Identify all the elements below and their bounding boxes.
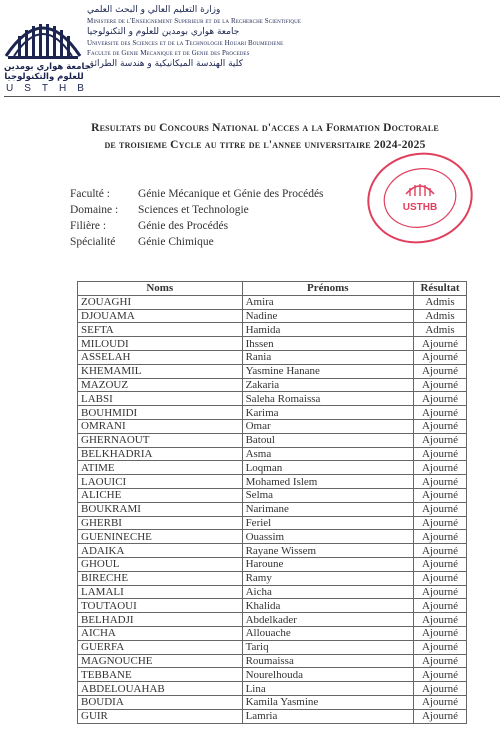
info-row-faculte <box>70 186 324 202</box>
info-value: Génie Chimique <box>138 236 214 248</box>
info-label: Spécialité <box>70 236 116 248</box>
cell-nom: BELHADJI <box>78 613 243 627</box>
cell-nom: ABDELOUAHAB <box>78 682 243 696</box>
cell-resultat: Ajourné <box>414 571 467 585</box>
stamp-center-text: USTHB <box>402 202 438 213</box>
cell-resultat: Admis <box>414 309 467 323</box>
column-header-prenoms: Prénoms <box>242 282 413 296</box>
cell-nom: MAGNOUCHE <box>78 654 243 668</box>
cell-resultat: Ajourné <box>414 668 467 682</box>
table-row <box>78 323 467 337</box>
cell-resultat: Ajourné <box>414 654 467 668</box>
table-row <box>78 419 467 433</box>
cell-nom: GUENINECHE <box>78 530 243 544</box>
cell-nom: TEBBANE <box>78 668 243 682</box>
cell-prenom: Tariq <box>242 640 413 654</box>
info-row-specialite <box>70 234 324 250</box>
info-value: Sciences et Technologie <box>138 204 249 216</box>
cell-resultat: Ajourné <box>414 516 467 530</box>
cell-prenom: Loqman <box>242 461 413 475</box>
cell-nom: MAZOUZ <box>78 378 243 392</box>
info-label: Faculté : <box>70 188 110 200</box>
table-row <box>78 488 467 502</box>
cell-resultat: Admis <box>414 323 467 337</box>
table-row <box>78 668 467 682</box>
cell-nom: ATIME <box>78 461 243 475</box>
table-row <box>78 585 467 599</box>
cell-prenom: Lamria <box>242 709 413 723</box>
cell-prenom: Karima <box>242 406 413 420</box>
cell-nom: GHOUL <box>78 557 243 571</box>
table-row <box>78 295 467 309</box>
cell-prenom: Rania <box>242 350 413 364</box>
info-label: Filière : <box>70 220 107 232</box>
table-row <box>78 350 467 364</box>
cell-resultat: Ajourné <box>414 695 467 709</box>
cell-prenom: Allouache <box>242 626 413 640</box>
title-line-2: de troisieme Cycle au titre de l'annee universitaire 2024-2025 <box>104 139 426 151</box>
program-info <box>70 186 324 250</box>
cell-resultat: Ajourné <box>414 502 467 516</box>
cell-prenom: Kamila Yasmine <box>242 695 413 709</box>
university-arabic: جامعة هواري بومدين للعلوم و التكنولوجيا <box>87 27 240 37</box>
cell-resultat: Ajourné <box>414 364 467 378</box>
cell-prenom: Selma <box>242 488 413 502</box>
cell-nom: ADAIKA <box>78 544 243 558</box>
cell-prenom: Ouassim <box>242 530 413 544</box>
results-table <box>77 281 467 724</box>
cell-nom: OMRANI <box>78 419 243 433</box>
cell-nom: BIRECHE <box>78 571 243 585</box>
ministry-arabic: وزارة التعليم العالي و البحث العلمي <box>87 5 221 15</box>
cell-prenom: Omar <box>242 419 413 433</box>
cell-resultat: Ajourné <box>414 419 467 433</box>
cell-nom: SEFTA <box>78 323 243 337</box>
cell-nom: BOUDIA <box>78 695 243 709</box>
cell-nom: BOUHMIDI <box>78 406 243 420</box>
university-french: Universite des Sciences et de la Technologie Houari Boumediene <box>87 39 284 47</box>
cell-prenom: Feriel <box>242 516 413 530</box>
cell-resultat: Ajourné <box>414 530 467 544</box>
cell-resultat: Ajourné <box>414 433 467 447</box>
column-header-resultat: Résultat <box>414 282 467 296</box>
cell-prenom: Saleha Romaissa <box>242 392 413 406</box>
cell-prenom: Nadine <box>242 309 413 323</box>
info-row-filiere <box>70 218 324 234</box>
title-line-1: Resultats du Concours National d'acces a la Formation Doctorale <box>91 122 439 134</box>
table-row <box>78 392 467 406</box>
cell-prenom: Asma <box>242 447 413 461</box>
table-row <box>78 709 467 723</box>
table-row <box>78 654 467 668</box>
info-value: Génie Mécanique et Génie des Procédés <box>138 188 324 200</box>
cell-nom: MILOUDI <box>78 337 243 351</box>
cell-prenom: Hamida <box>242 323 413 337</box>
cell-resultat: Ajourné <box>414 613 467 627</box>
cell-nom: BELKHADRIA <box>78 447 243 461</box>
table-row <box>78 516 467 530</box>
cell-nom: ZOUAGHI <box>78 295 243 309</box>
cell-nom: GUERFA <box>78 640 243 654</box>
cell-resultat: Admis <box>414 295 467 309</box>
table-row <box>78 433 467 447</box>
cell-nom: GHERNAOUT <box>78 433 243 447</box>
ministry-french: Ministere de l'Enseignement Superieur et de la Recherche Scientifique <box>87 17 301 25</box>
cell-resultat: Ajourné <box>414 557 467 571</box>
cell-prenom: Mohamed Islem <box>242 475 413 489</box>
cell-nom: KHEMAMIL <box>78 364 243 378</box>
cell-nom: GUIR <box>78 709 243 723</box>
table-row <box>78 682 467 696</box>
table-row <box>78 544 467 558</box>
cell-prenom: Ramy <box>242 571 413 585</box>
institution-header <box>87 4 447 70</box>
cell-resultat: Ajourné <box>414 709 467 723</box>
info-row-domaine <box>70 202 324 218</box>
table-row <box>78 337 467 351</box>
cell-nom: ALICHE <box>78 488 243 502</box>
cell-prenom: Batoul <box>242 433 413 447</box>
header-divider <box>4 96 500 97</box>
faculty-arabic: كلية الهندسة الميكانيكية و هندسة الطرائق <box>87 59 243 69</box>
cell-prenom: Rayane Wissem <box>242 544 413 558</box>
cell-prenom: Abdelkader <box>242 613 413 627</box>
cell-prenom: Lina <box>242 682 413 696</box>
table-row <box>78 406 467 420</box>
cell-prenom: Haroune <box>242 557 413 571</box>
cell-resultat: Ajourné <box>414 461 467 475</box>
cell-prenom: Amira <box>242 295 413 309</box>
cell-resultat: Ajourné <box>414 626 467 640</box>
table-row <box>78 461 467 475</box>
column-header-noms: Noms <box>78 282 243 296</box>
table-row <box>78 475 467 489</box>
info-value: Génie des Procédés <box>138 220 229 232</box>
table-header-row <box>78 282 467 296</box>
cell-nom: GHERBI <box>78 516 243 530</box>
table-row <box>78 502 467 516</box>
results-table-body <box>78 295 467 723</box>
faculty-stamp <box>362 148 478 248</box>
cell-prenom: Roumaissa <box>242 654 413 668</box>
cell-prenom: Khalida <box>242 599 413 613</box>
cell-nom: LAOUICI <box>78 475 243 489</box>
table-row <box>78 530 467 544</box>
cell-nom: TOUTAOUI <box>78 599 243 613</box>
table-row <box>78 599 467 613</box>
cell-resultat: Ajourné <box>414 585 467 599</box>
table-row <box>78 626 467 640</box>
cell-prenom: Nourelhouda <box>242 668 413 682</box>
table-row <box>78 364 467 378</box>
cell-nom: LABSI <box>78 392 243 406</box>
cell-resultat: Ajourné <box>414 682 467 696</box>
cell-prenom: Yasmine Hanane <box>242 364 413 378</box>
cell-resultat: Ajourné <box>414 378 467 392</box>
cell-resultat: Ajourné <box>414 392 467 406</box>
cell-resultat: Ajourné <box>414 475 467 489</box>
cell-resultat: Ajourné <box>414 406 467 420</box>
usthb-arches-icon <box>4 6 82 62</box>
logo-arabic-text: جامعة هواري بومدين للعلوم والتكنولوجيا <box>4 62 91 82</box>
logo-abbreviation: USTHB <box>6 83 95 94</box>
cell-resultat: Ajourné <box>414 640 467 654</box>
table-row <box>78 695 467 709</box>
table-row <box>78 309 467 323</box>
cell-nom: BOUKRAMI <box>78 502 243 516</box>
table-row <box>78 447 467 461</box>
table-row <box>78 571 467 585</box>
table-row <box>78 640 467 654</box>
table-row <box>78 613 467 627</box>
cell-prenom: Narimane <box>242 502 413 516</box>
cell-resultat: Ajourné <box>414 544 467 558</box>
university-logo <box>4 6 95 94</box>
cell-nom: ASSELAH <box>78 350 243 364</box>
cell-resultat: Ajourné <box>414 488 467 502</box>
cell-resultat: Ajourné <box>414 447 467 461</box>
cell-resultat: Ajourné <box>414 599 467 613</box>
table-row <box>78 378 467 392</box>
cell-resultat: Ajourné <box>414 350 467 364</box>
cell-prenom: Aicha <box>242 585 413 599</box>
faculty-french: Faculte de Genie Mecanique et de Genie des Procedes <box>87 49 250 57</box>
cell-nom: DJOUAMA <box>78 309 243 323</box>
cell-prenom: Ihssen <box>242 337 413 351</box>
info-label: Domaine : <box>70 204 119 216</box>
cell-resultat: Ajourné <box>414 337 467 351</box>
cell-nom: LAMALI <box>78 585 243 599</box>
table-row <box>78 557 467 571</box>
cell-nom: AICHA <box>78 626 243 640</box>
cell-prenom: Zakaria <box>242 378 413 392</box>
